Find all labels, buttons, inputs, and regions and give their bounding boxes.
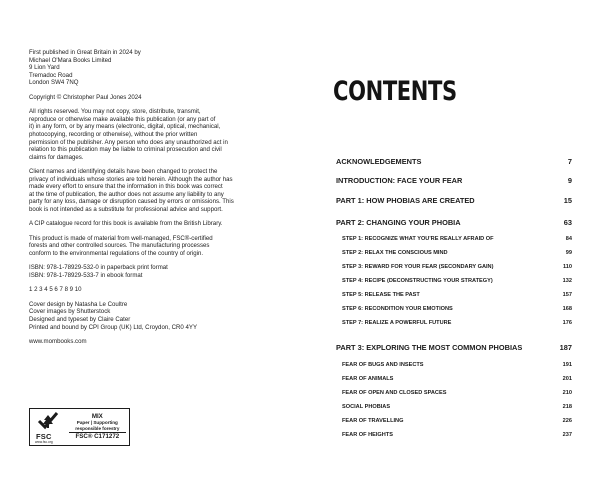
toc-entry[interactable] — [336, 264, 572, 270]
rights-line: All rights reserved. You may not copy, store, distribute, transmit, — [29, 108, 201, 116]
contents-page — [300, 0, 600, 480]
fsc-logo — [32, 409, 66, 445]
toc-entry[interactable] — [336, 218, 572, 227]
toc-entry-label: STEP 3: REWARD FOR YOUR FEAR (SECONDARY GAIN) — [342, 264, 494, 270]
toc-entry-label: PART 1: HOW PHOBIAS ARE CREATED — [336, 196, 475, 205]
fsc-code: FSC® C171272 — [75, 432, 120, 440]
toc-entry[interactable] — [336, 376, 572, 382]
toc-entry-page: 210 — [562, 390, 572, 396]
publisher-line: First published in Great Britain in 2024 by — [29, 49, 141, 56]
credit-line: Cover images by Shutterstock — [29, 308, 111, 316]
fsc-subtitle — [69, 420, 126, 432]
publisher-line: Michael O'Mara Books Limited — [29, 56, 112, 64]
toc-entry[interactable] — [336, 236, 572, 242]
toc-entry-label: STEP 1: RECOGNIZE WHAT YOU'RE REALLY AFRAID OF — [342, 236, 494, 242]
credit-line: Designed and typeset by Claire Cater — [29, 316, 131, 323]
paper-line: This product is made of material from well-managed, FSC®-certified — [29, 234, 213, 242]
publisher-line: 9 Lion Yard — [29, 64, 60, 72]
toc-entry-page: 226 — [562, 418, 572, 424]
toc-entry-label: ACKNOWLEDGEMENTS — [336, 157, 422, 166]
toc-entry-label: STEP 7: REALIZE A POWERFUL FUTURE — [342, 320, 452, 326]
credit-line: Cover design by Natasha Le Coultre — [29, 300, 128, 308]
rights-line: permission of the publisher. Any person who does any unauthorized act in — [29, 138, 228, 146]
toc-entry[interactable] — [336, 432, 572, 438]
fsc-label — [29, 408, 130, 446]
rights-line: claims for damages. — [29, 153, 84, 161]
disclaimer-line: party for any loss, damage or disruption caused by errors or omissions. This — [29, 198, 234, 206]
publisher-address — [29, 49, 279, 87]
toc-entry-page: 218 — [562, 404, 572, 410]
toc-entry-page: 9 — [567, 176, 572, 185]
paper-line: conform to the environmental regulations of the country of origin. — [29, 250, 204, 258]
toc-entry-page: 99 — [565, 250, 572, 256]
toc-entry-page: 84 — [565, 236, 572, 242]
isbn-block — [29, 264, 279, 279]
contents-title: CONTENTS — [333, 76, 457, 107]
fsc-subtitle-line: responsible forestry — [75, 425, 120, 431]
toc-entry-page: 132 — [562, 278, 572, 284]
disclaimer-line: book is not intended as a substitute for professional advice and support. — [29, 206, 223, 214]
rights-line: photocopying, recording or otherwise), without the prior written — [29, 130, 198, 138]
fsc-url: www.fsc.org — [35, 440, 53, 444]
toc-entry[interactable] — [336, 176, 572, 185]
paper-notice — [29, 235, 279, 258]
rights-statement — [29, 108, 279, 161]
publisher-line: Tremadoc Road — [29, 71, 73, 79]
toc-entry-label: STEP 4: RECIPE (DECONSTRUCTING YOUR STRATEGY) — [342, 278, 493, 284]
toc-entry[interactable] — [336, 250, 572, 256]
toc-entry[interactable] — [336, 157, 572, 166]
rights-line: relation to this publication may be liable to criminal prosecution and civil — [29, 146, 222, 154]
toc-entry-label: FEAR OF BUGS AND INSECTS — [342, 362, 424, 368]
copyright-notice: Copyright © Christopher Paul Jones 2024 — [29, 93, 142, 101]
fsc-logo-text: FSC — [36, 432, 52, 441]
tree-checkmark-icon — [36, 410, 60, 432]
rights-line: reproduce or otherwise make available this publication (or any part of — [29, 115, 216, 123]
disclaimer-line: privacy of individuals whose stories are told herein. Although the author has — [29, 175, 233, 183]
toc-entry-label: STEP 2: RELAX THE CONSCIOUS MIND — [342, 250, 448, 256]
toc-entry-page: 15 — [563, 196, 572, 205]
cip-notice: A CIP catalogue record for this book is available from the British Library. — [29, 220, 223, 228]
publisher-website: www.mombooks.com — [29, 337, 87, 345]
toc-entry-label: FEAR OF OPEN AND CLOSED SPACES — [342, 390, 447, 396]
credit-line: Printed and bound by CPI Group (UK) Ltd, Croydon, CR0 4YY — [29, 323, 198, 331]
toc-entry-label: FEAR OF TRAVELLING — [342, 418, 404, 424]
rights-line: it) in any form, or by any means (electronic, digital, optical, mechanical, — [29, 123, 221, 131]
isbn-line: ISBN: 978-1-78929-532-0 in paperback print format — [29, 264, 168, 272]
disclaimer-line: Client names and identifying details have been changed to protect the — [29, 168, 218, 176]
toc-entry-page: 7 — [567, 157, 572, 166]
toc-entry[interactable] — [336, 362, 572, 368]
toc-entry-label: INTRODUCTION: FACE YOUR FEAR — [336, 176, 463, 185]
toc-entry[interactable] — [336, 306, 572, 312]
toc-entry-label: PART 2: CHANGING YOUR PHOBIA — [336, 218, 461, 227]
copyright-text — [29, 49, 279, 352]
toc-entry[interactable] — [336, 196, 572, 205]
toc-entry-label: SOCIAL PHOBIAS — [342, 404, 391, 410]
credits-block — [29, 301, 279, 331]
toc-entry-page: 176 — [562, 320, 572, 326]
toc-entry-label: FEAR OF HEIGHTS — [342, 432, 393, 438]
toc-entry[interactable] — [336, 404, 572, 410]
toc-entry[interactable] — [336, 292, 572, 298]
toc-entry-label: FEAR OF ANIMALS — [342, 376, 394, 382]
toc-entry[interactable] — [336, 343, 572, 352]
toc-entry-page: 168 — [562, 306, 572, 312]
fsc-details — [66, 413, 129, 440]
isbn-line: ISBN: 978-1-78929-533-7 in ebook format — [29, 272, 143, 280]
toc-entry[interactable] — [336, 320, 572, 326]
printing-line: 1 2 3 4 5 6 7 8 9 10 — [29, 286, 82, 294]
disclaimer-line: at the time of publication, the author does not assume any liability to any — [29, 190, 224, 198]
toc-entry-page: 63 — [563, 218, 572, 227]
toc-entry-page: 201 — [562, 376, 572, 382]
toc-entry-label: STEP 6: RECONDITION YOUR EMOTIONS — [342, 306, 453, 312]
disclaimer-line: made every effort to ensure that the information in this book was correct — [29, 183, 223, 191]
toc-entry[interactable] — [336, 418, 572, 424]
paper-line: forests and other controlled sources. The manufacturing processes — [29, 242, 210, 250]
fsc-mix: MIX — [91, 413, 103, 421]
toc-entry-page: 157 — [562, 292, 572, 298]
toc-entry[interactable] — [336, 278, 572, 284]
toc-entry[interactable] — [336, 390, 572, 396]
disclaimer — [29, 168, 279, 214]
toc-entry-page: 191 — [562, 362, 572, 368]
toc-entry-label: STEP 5: RELEASE THE PAST — [342, 292, 420, 298]
toc-entry-page: 237 — [562, 432, 572, 438]
publisher-line: London SW4 7NQ — [29, 79, 79, 87]
fsc-subtitle-line: Paper | Supporting — [76, 420, 118, 426]
toc-entry-label: PART 3: EXPLORING THE MOST COMMON PHOBIAS — [336, 343, 523, 352]
toc-entry-page: 110 — [562, 264, 572, 270]
toc-entry-page: 187 — [559, 343, 572, 352]
